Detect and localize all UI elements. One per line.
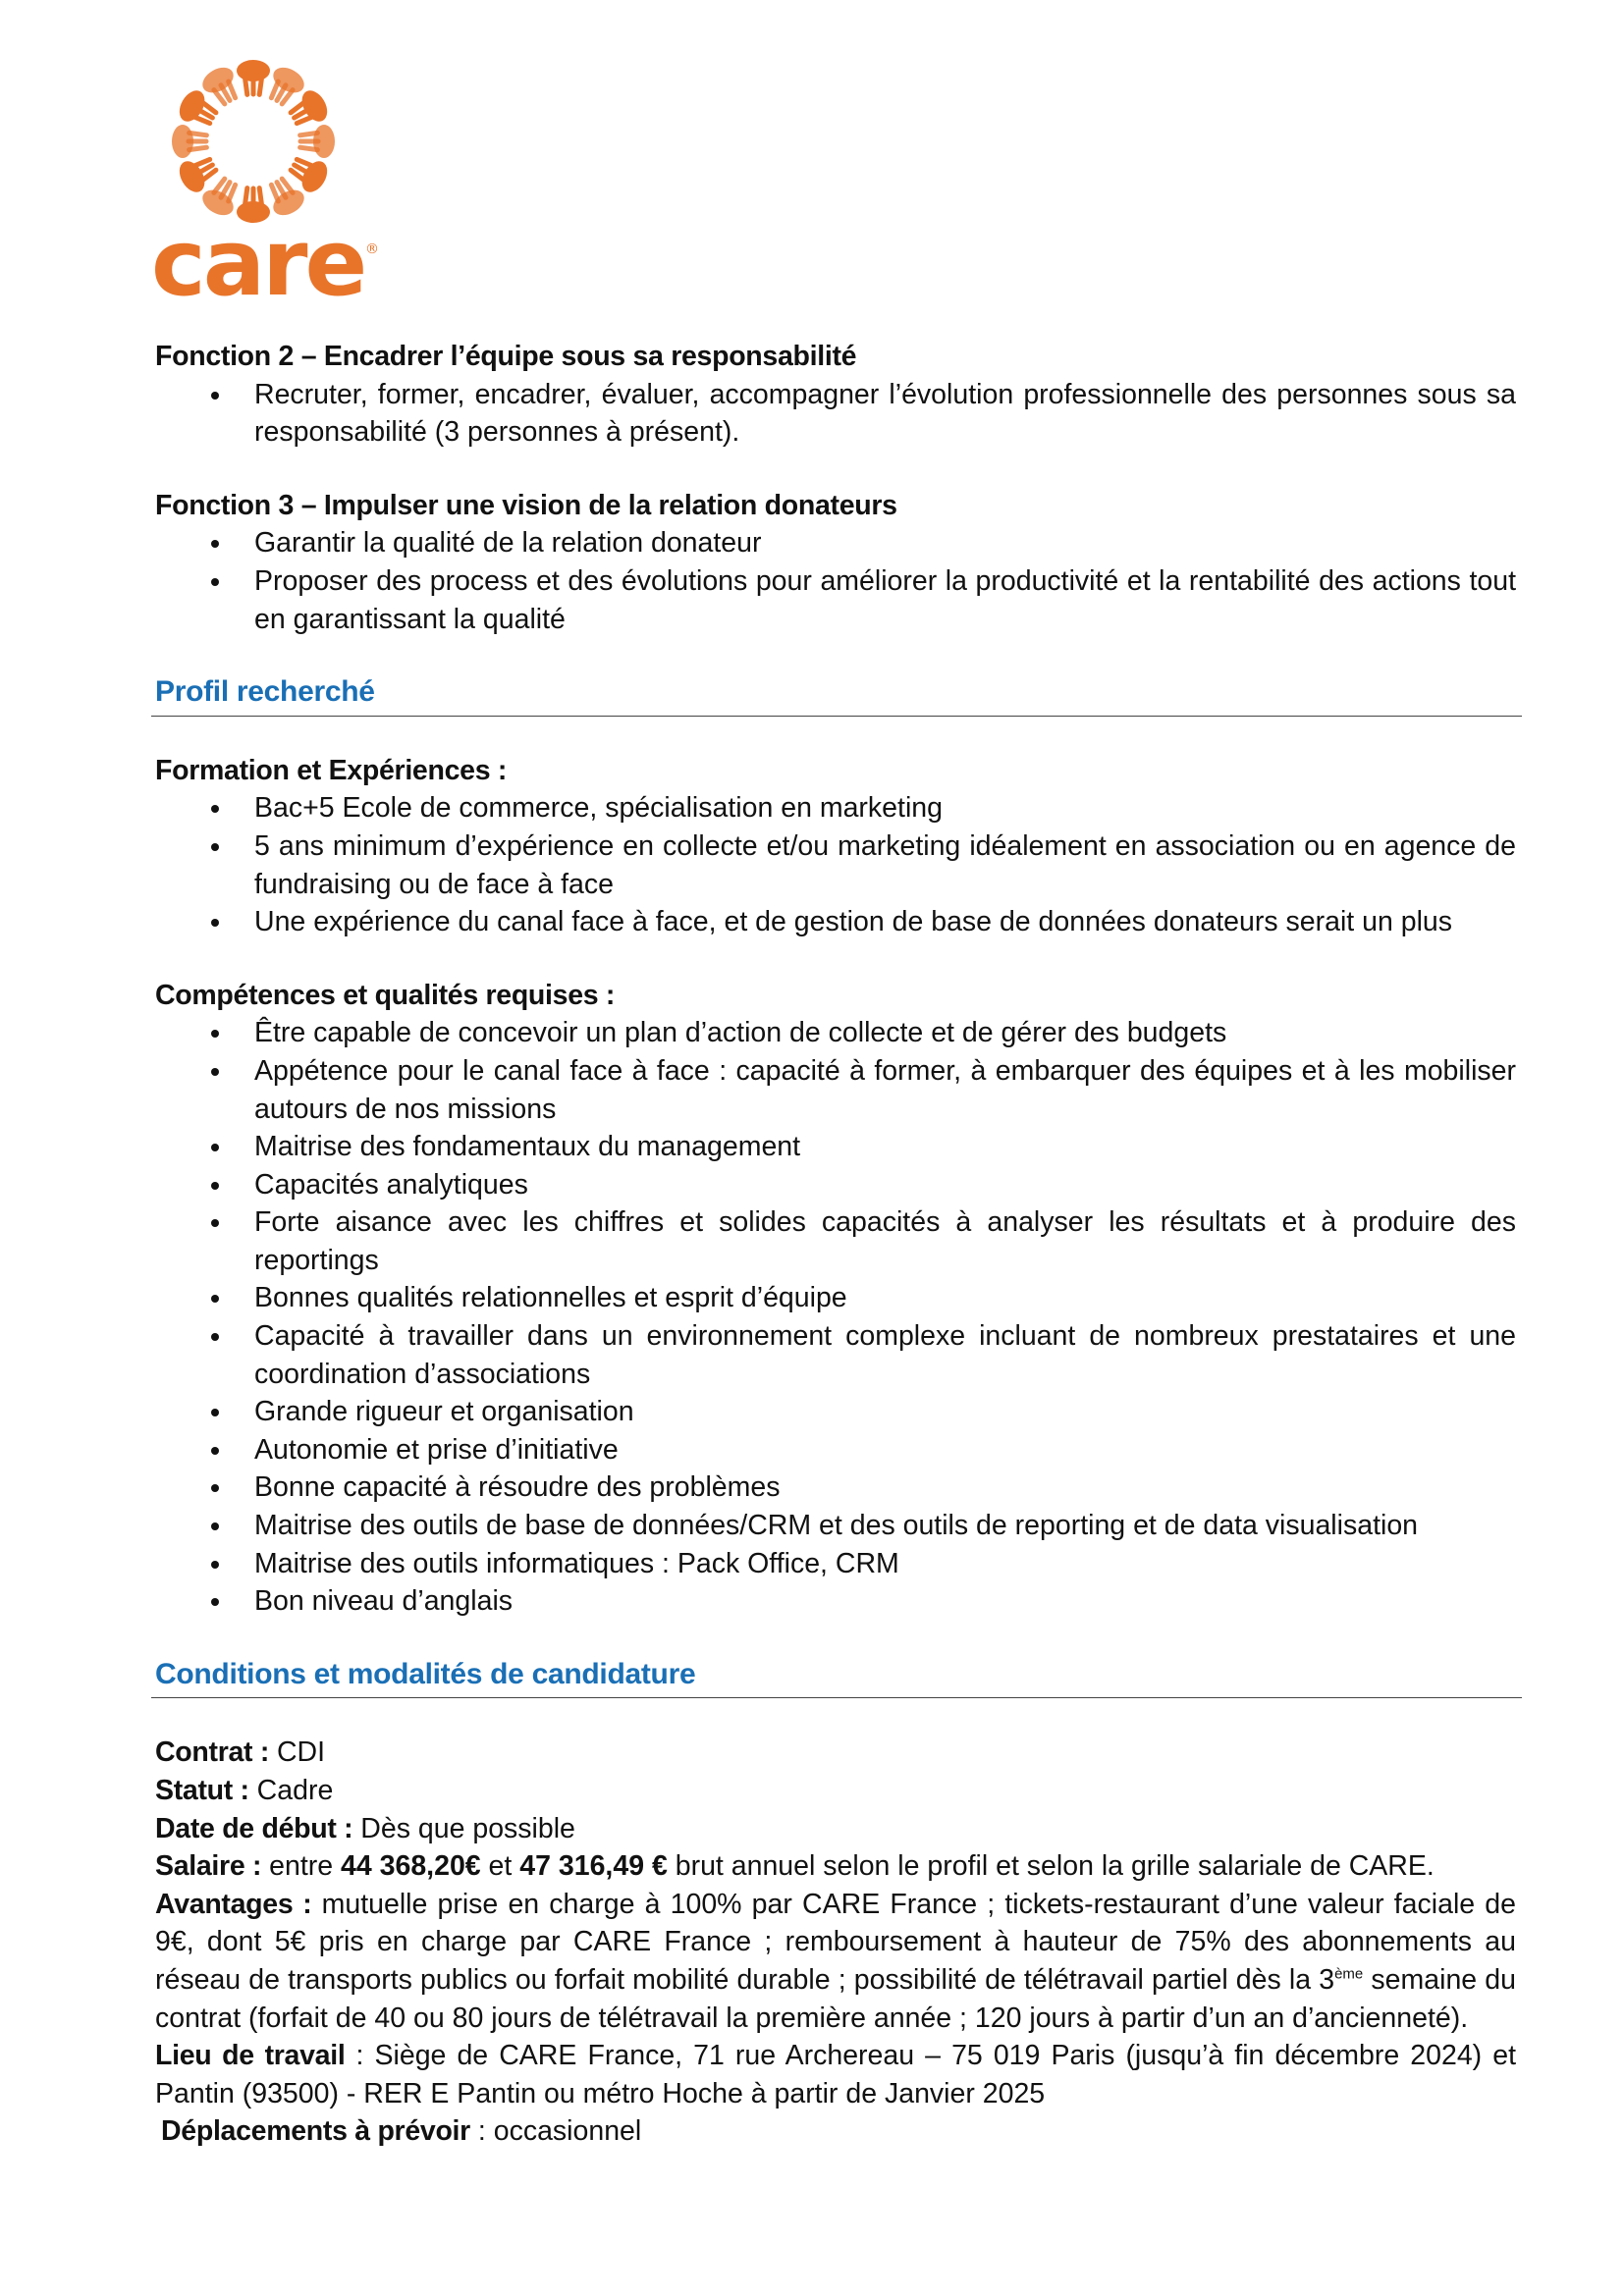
list-item: Maitrise des outils informatiques : Pack Office, CRM	[155, 1545, 1516, 1583]
list-item: Bac+5 Ecole de commerce, spécialisation en marketing	[155, 789, 1516, 828]
lieu-value: : Siège de CARE France, 71 rue Archereau – 75 019 Paris (jusqu’à fin décembre 2024) et Pantin (93500) - RER E Pantin ou métro Hoche à partir de Janvier 2025	[155, 2040, 1516, 2109]
salaire-min: 44 368,20€	[341, 1850, 481, 1883]
profil-heading: Profil recherché	[155, 675, 375, 709]
list-item: 5 ans minimum d’expérience en collecte et/ou marketing idéalement en association ou en agence de fundraising ou de face à face	[155, 828, 1516, 903]
list-item: Capacités analytiques	[155, 1166, 1516, 1204]
conditions-heading: Conditions et modalités de candidature	[155, 1657, 696, 1690]
statut-label: Statut :	[155, 1775, 249, 1806]
care-logo-wordmark: care	[151, 210, 365, 306]
list-item: Appétence pour le canal face à face : capacité à former, à embarquer des équipes et à les mobiliser autours de nos missions	[155, 1052, 1516, 1128]
formation-title: Formation et Expériences :	[155, 754, 508, 786]
fonction3-title: Fonction 3 – Impulser une vision de la relation donateurs	[155, 489, 897, 521]
logo-finger	[189, 133, 207, 134]
avantages-text: mutuelle prise en charge à 100% par CARE France ; tickets-restaurant d’une valeur faciale de 9€, dont 5€ pris en charge par CARE France ; remboursement à hauteur de 75% des abonnements au réseau de transports publics ou forfait mobilité durable ; possibilité de télétravail partiel dès la 3	[155, 1888, 1516, 1996]
statut-value: Cadre	[248, 1775, 334, 1806]
logo-finger	[259, 188, 261, 206]
logo-finger	[244, 188, 246, 206]
document-content	[155, 338, 1516, 2151]
competences-list	[155, 1014, 1516, 1621]
list-item: Grande rigueur et organisation	[155, 1393, 1516, 1431]
lieu-label: Lieu de travail	[155, 2040, 346, 2072]
salaire-text: entre	[261, 1850, 341, 1883]
statut-line	[155, 1772, 1516, 1810]
avantages-text: semaine du contrat (forfait de 40 ou 80 jours de télétravail la première année ; 120 jours à partir d’un an d’ancienneté).	[155, 1963, 1517, 2034]
list-item: Bon niveau d’anglais	[155, 1582, 1516, 1621]
logo-finger	[244, 78, 246, 95]
salaire-label: Salaire :	[155, 1850, 262, 1883]
salaire-line	[155, 1847, 1516, 1886]
formation-list	[155, 789, 1516, 940]
logo-finger	[300, 147, 318, 149]
list-item: Bonne capacité à résoudre des problèmes	[155, 1468, 1516, 1507]
salaire-text: brut annuel selon le profil et selon la grille salariale de CARE.	[667, 1850, 1435, 1883]
competences-title: Compétences et qualités requises :	[155, 979, 616, 1011]
logo-finger	[189, 147, 207, 149]
contrat-value: CDI	[269, 1736, 326, 1769]
deplacements-label: Déplacements à prévoir	[161, 2115, 470, 2148]
salaire-text: et	[480, 1850, 520, 1883]
fonction3-list	[155, 524, 1516, 638]
care-logo-registered: ®	[365, 241, 379, 257]
list-item: Une expérience du canal face à face, et de gestion de base de données donateurs serait un plus	[155, 903, 1516, 941]
list-item: Capacité à travailler dans un environnement complexe incluant de nombreux prestataires et une coordination d’associations	[155, 1317, 1516, 1393]
list-item: Être capable de concevoir un plan d’action de collecte et de gérer des budgets	[155, 1014, 1516, 1052]
logo-finger	[300, 133, 318, 134]
list-item: Bonnes qualités relationnelles et esprit d’équipe	[155, 1279, 1516, 1317]
care-logo-hands-ring	[172, 60, 335, 223]
list-item: Maitrise des fondamentaux du management	[155, 1128, 1516, 1166]
list-item: Forte aisance avec les chiffres et solides capacités à analyser les résultats et à produire des reportings	[155, 1203, 1516, 1279]
debut-label: Date de début :	[155, 1812, 353, 1844]
list-item: Maitrise des outils de base de données/CRM et des outils de reporting et de data visualisation	[155, 1507, 1516, 1545]
list-item: Recruter, former, encadrer, évaluer, accompagner l’évolution professionnelle des personnes sous sa responsabilité (3 personnes à présent).	[155, 376, 1516, 452]
deplacements-value: : occasionnel	[469, 2115, 642, 2148]
list-item: Autonomie et prise d’initiative	[155, 1431, 1516, 1469]
avantages-line	[155, 1886, 1516, 2037]
debut-value: Dès que possible	[352, 1812, 575, 1844]
list-item: Garantir la qualité de la relation donateur	[155, 524, 1516, 562]
avantages-label: Avantages :	[155, 1888, 312, 1920]
fonction2-list	[155, 376, 1516, 452]
avantages-superscript: ème	[1334, 1965, 1364, 1983]
debut-line	[155, 1810, 1516, 1848]
salaire-max: 47 316,49 €	[519, 1850, 668, 1883]
lieu-line	[155, 2037, 1516, 2112]
fonction2-title: Fonction 2 – Encadrer l’équipe sous sa responsabilité	[155, 341, 857, 372]
contrat-line	[155, 1734, 1516, 1772]
list-item: Proposer des process et des évolutions pour améliorer la productivité et la rentabilité des actions tout en garantissant la qualité	[155, 562, 1516, 638]
deplacements-line	[155, 2112, 1516, 2151]
contrat-label: Contrat :	[155, 1736, 270, 1769]
logo-finger	[259, 78, 261, 95]
care-logo	[151, 51, 387, 306]
